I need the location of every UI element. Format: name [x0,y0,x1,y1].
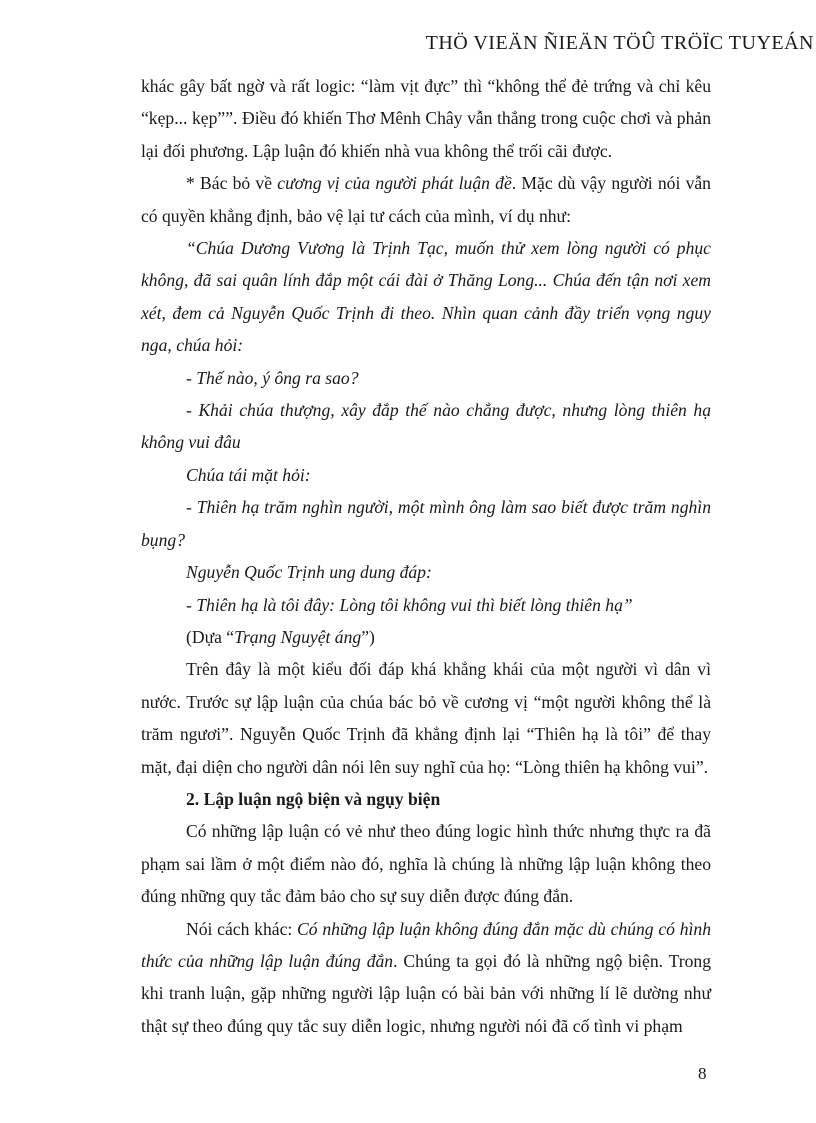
source-post: ”) [361,626,375,647]
source-title: Trạng Nguyệt áng [234,626,362,647]
source-pre: (Dựa “ [186,626,235,647]
quote-line-question-2: - Thiên hạ trăm nghìn người, một mình ông làm sao biết được trăm nghìn bụng? [141,497,711,550]
rebuttal-emphasis: cương vị của người phát luận đề [277,173,512,194]
quote-line-answer: - Khải chúa thượng, xây đắp thế nào chẳng được, nhưng lòng thiên hạ không vui đâu [141,400,711,453]
page-header-title: THÖ VIEÄN ÑIEÄN TÖÛ TRÖÏC TUYEÁN [425,32,814,54]
explanation-emphasis: Có những lập luận không đúng đắn mặc dù chúng có hình thức của những lập luận đúng đắn [141,918,711,971]
paragraph-fallacy-definition: Có những lập luận có vẻ như theo đúng logic hình thức nhưng thực ra đã phạm sai lầm ở một điểm nào đó, nghĩa là chúng là những lập luận không theo đúng những quy tắc đảm bảo cho sự suy diễn được đúng đắn. [141,821,711,907]
explanation-rest: . Chúng ta gọi đó là những ngộ biện. Trong khi tranh luận, gặp những người lập luận có bài bản với những lí lẽ dường như thật sự theo đúng quy tắc suy diễn logic, nhưng người nói đã cố tình vi phạm [141,950,711,1036]
quote-narrative [141,232,711,362]
page-body [141,70,711,1042]
paragraph-analysis: Trên đây là một kiểu đối đáp khá khẳng khái của một người vì dân vì nước. Trước sự lập luận của chúa bác bỏ về cương vị “một người không thể là trăm ngươi”. Nguyễn Quốc Trịnh đã khẳng định lại “Thiên hạ là tôi” để thay mặt, đại diện cho người dân nói lên suy nghĩ của họ: “Lòng thiên hạ không vui”. [141,659,711,777]
quote-line-calm-reply: Nguyễn Quốc Trịnh ung dung đáp: [186,562,432,583]
page-number: 8 [698,1064,707,1083]
quote-line-question: - Thế nào, ý ông ra sao? [186,367,359,388]
quote-narrative-text: Chúa Dương Vương là Trịnh Tạc, muốn thử xem lòng người có phục không, đã sai quân lính đắp một cái đài ở Thăng Long... Chúa đến tận nơi xem xét, đem cả Nguyễn Quốc Trịnh đi theo. Nhìn quan cảnh đầy triển vọng nguy nga, chúa hỏi: [141,238,711,356]
quote-line-lord-asks: Chúa tái mặt hỏi: [186,464,311,485]
rebuttal-rest: . Mặc dù vậy người nói vẫn có quyền khẳng định, bảo vệ lại tư cách của mình, ví dụ như: [141,173,711,226]
paragraph-continuation: khác gây bất ngờ và rất logic: “làm vịt đực” thì “không thể đẻ trứng và chỉ kêu “kẹp... kẹp””. Điều đó khiến Thơ Mênh Chây vẫn thắng trong cuộc chơi và phản lại đối phương. Lập luận đó khiến nhà vua không thể trối cãi được. [141,76,711,161]
rebuttal-lead: * Bác bỏ về [186,173,278,194]
section-heading: 2. Lập luận ngộ biện và ngụy biện [186,788,441,809]
explanation-lead: Nói cách khác: [186,918,298,939]
paragraph-rebuttal-intro [141,167,711,232]
quote-line-final-answer: - Thiên hạ là tôi đây: Lòng tôi không vui thì biết lòng thiên hạ” [186,594,633,615]
paragraph-fallacy-explanation [141,913,711,1043]
quote-source [141,621,711,653]
quote-open-mark: “ [186,238,196,259]
